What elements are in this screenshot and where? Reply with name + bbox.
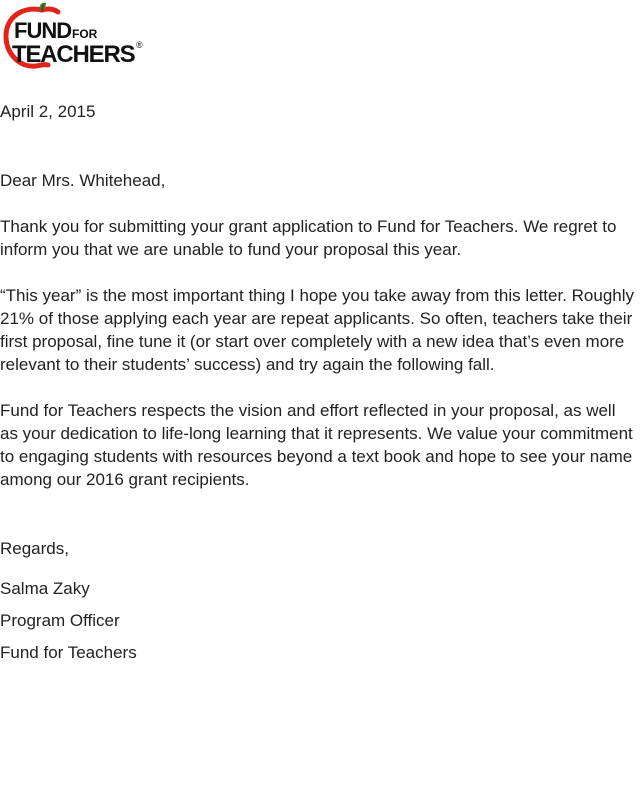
letter-salutation: Dear Mrs. Whitehead,: [0, 171, 166, 190]
signature-name: Salma Zaky: [0, 579, 90, 598]
fund-for-teachers-logo: [2, 2, 152, 70]
logo-for-text: FOR: [72, 27, 98, 41]
letter-closing: Regards,: [0, 539, 69, 558]
letter-paragraph-3: Fund for Teachers respects the vision and effort reflected in your proposal, as well as your dedication to life-long learning that it represents. We value your commitment to engaging students with resources beyond a text book and hope to see your name among our 2016 grant recipients.: [0, 401, 633, 489]
signature-title: Program Officer: [0, 611, 120, 630]
logo-fund-text: FUND: [14, 18, 72, 43]
letter-paragraph-1: Thank you for submitting your grant application to Fund for Teachers. We regret to inform you that we are unable to fund your proposal this year.: [0, 217, 617, 259]
registered-mark: ®: [136, 40, 143, 50]
letter-date: April 2, 2015: [0, 102, 96, 121]
letter-paragraph-2: “This year” is the most important thing I hope you take away from this letter. Roughly 21% of those applying each year are repeat applicants. So often, teachers take their first proposal, fine tune it (or start over completely with a new idea that’s even more relevant to their students’ success) and try again the following fall.: [0, 286, 635, 374]
logo-teachers-text: TEACHERS: [12, 41, 135, 68]
signature-organization: Fund for Teachers: [0, 643, 137, 662]
apple-logo-icon: [2, 2, 152, 70]
letter-body: [0, 100, 638, 669]
